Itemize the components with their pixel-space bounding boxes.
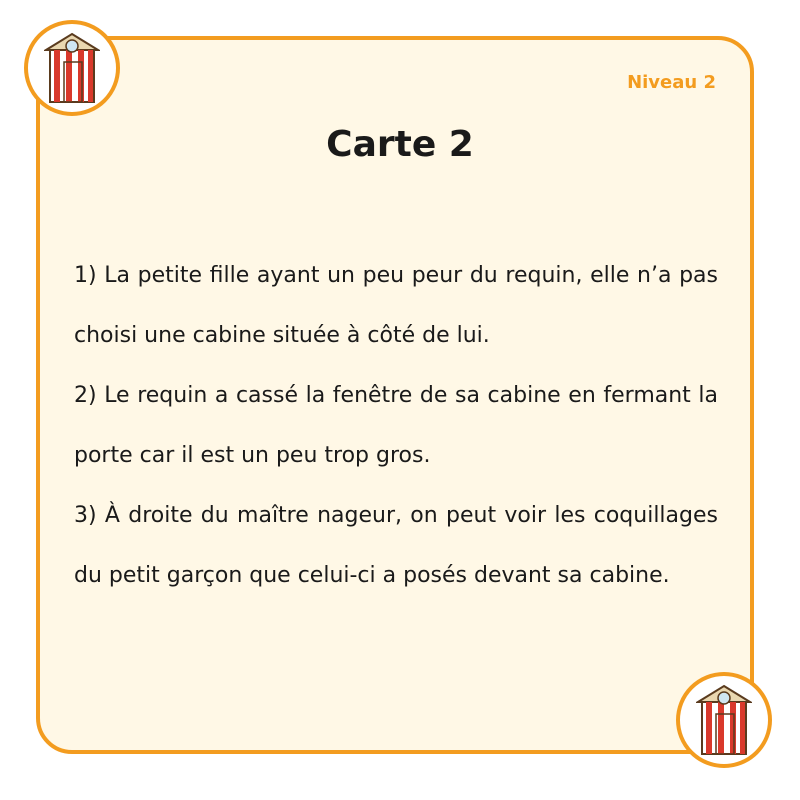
beach-hut-icon: [44, 32, 100, 104]
clue-2: 2) Le requin a cassé la fenêtre de sa cabine en fermant la porte car il est un peu trop gros.: [74, 383, 718, 468]
level-label: Niveau 2: [627, 72, 716, 93]
clue-3: 3) À droite du maître nageur, on peut voir les coquillages du petit garçon que celui-ci a posés devant sa cabine.: [74, 503, 718, 588]
corner-badge-top-left: [24, 20, 120, 116]
clue-1: 1) La petite fille ayant un peu peur du requin, elle n’a pas choisi une cabine située à côté de lui.: [74, 263, 718, 348]
corner-badge-bottom-right: [676, 672, 772, 768]
beach-hut-icon: [696, 684, 752, 756]
page-title: Carte 2: [326, 124, 474, 165]
clue-list: [74, 246, 718, 606]
